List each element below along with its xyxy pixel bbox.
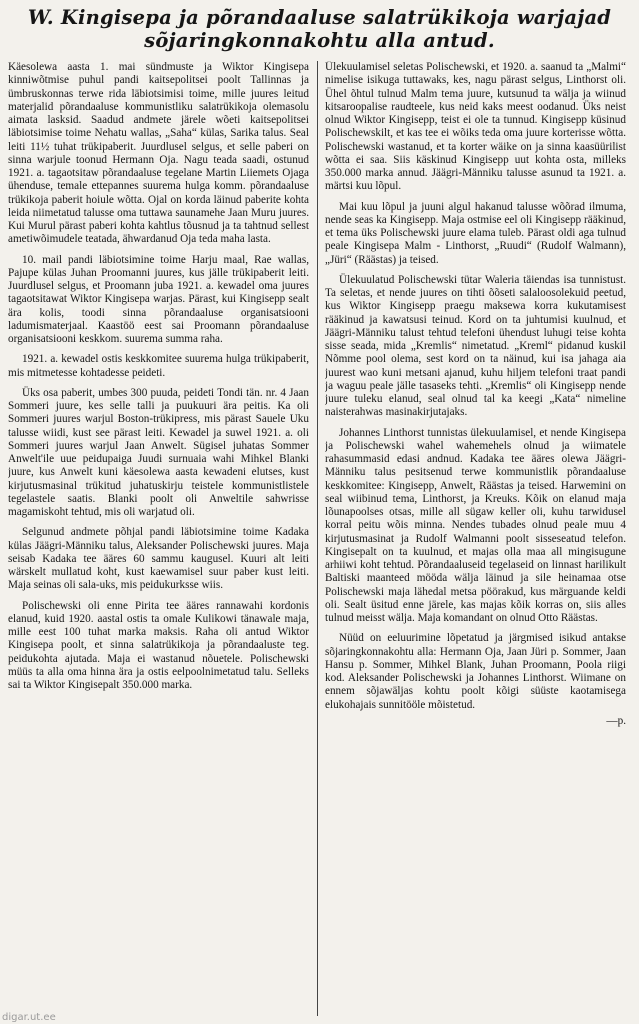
author-signature: —p.	[606, 714, 626, 727]
article-columns	[8, 61, 631, 1016]
right-paragraph-1: Ülekuulamisel seletas Polischewski, et 1920. a. saanud ta „Malmi“ nimelise isikuga tuttawaks, kes, nagu pärast selgus, Linthorst oli. Ühel õhtul tulnud Malm tema juure, kutsunud ta wälja ja wiinud kitsaroopalise raudteele, kus neid kaks meest oodanud. Üks neist olnud Wiktor Kingisepp, teist ei ole ta tunnud. Kingisepp küsinud Polischewskilt, et kas tee ei wõiks teda oma juure korterisse wõtta. Polischewski wastanud, et ta korter wäike on ja sinna kaasüürilist wõtta ei saa. Siis käskinud Kingisepp uut kohta osta, milleks 350.000 marka annud. Jäägri-Männiku talusse asunud ta 1921. a. märtsi kuu lõpul.	[325, 61, 626, 193]
right-paragraph-2: Mai kuu lõpul ja juuni algul hakanud talusse wõõrad ilmuma, nende seas ka Kingisepp. Maja ostmise eel oli Kingisepp rääkinud, et tema üks Polischewski juure elama tuleb. Pärast oldi aga tulnud peale Kingisepa Malm - Linthorst, „Ruudi“ (Rudolf Walmann), „Jüri“ (Räästas) ja teised.	[325, 200, 626, 266]
left-paragraph-3: 1921. a. kewadel ostis keskkomitee suurema hulga trükipaberit, mis mitmetesse kohtadesse peideti.	[8, 353, 309, 379]
right-paragraph-4: Johannes Linthorst tunnistas ülekuulamisel, et nende Kingisepa ja Polischewski wahel wahemehels olnud ja wiimatele rahasummasid edasi andnud. Kadaka tee ääres olewa Jäägri-Männiku talus pesitsenud terwe kommunistlik põrandaaluse keskkomitee: Kingisepp, Anwelt, Räästas ja teised. Harwemini on seal wiibinud tema, Linthorst, ja Kreuks. Kõik on elanud maja lõunapoolses otsas, mille all sügaw keller oli, kuhu tarwidusel korral peitu wõis minna. Nendes tubades olnud peale muu 4 kirjutusmasinat ja Rudolf Walmanni poolt sisseseatud telefon. Kingisepalt on ta kuulnud, et majas olla maa all mingisugune arhiiwi koht tehtud. Põrandaaluseid tegelaseid on linnast harilikult Baltiski maanteed mööda wälja läinud ja sile heinamaa otse Polischewski maja lähedal metsa pöörakud, kus märguande keldi oli. Sealt üsitud enne järele, kas majas kõik korras on, siis alles tulnud meisst wälja. Maja komandant on olnud Otto Räästas.	[325, 426, 626, 624]
right-column	[325, 61, 626, 1016]
left-column	[8, 61, 309, 1016]
left-paragraph-1: Käesolewa aasta 1. mai sündmuste ja Wiktor Kingisepa kinniwõtmise puhul pandi kaitsepolitsei poolt Tallinnas ja ümbruskonnas terwe rida läbiotsimisi toime, mille juures leitud materjalid põrandaaluse kommunistliku salatrükikoja olemasolu aimata lasksid. Saadud andmete järele wõeti kaitsepolitsei läbiotsimise toime Nehatu wallas, „Saha“ külas, Sarika talus. Seal leiti 11½ tuhat trükipaberit. Juurdlusel selgus, et selle paberi on sinna warjule toonud Hermann Oja. Nagu teada saadi, ostunud 1921. a. tagaotsitaw põrandaaluse tegelane Martin Liiemets Ojaga ühenduse, temale ettepannes suurema hulga komm. põrandaaluse trükikoja paberit hoiule wõtta. Ojal on korda läinud paberite kohta leida niimetatud talusse oma tuttawa saunamehe Jaan Muru juures. Kui Murul pärast paberi kohta kahtlus tõusnud ja ta tahtnud sellest ametiwõimudele teatada, ähwardanud Oja teda maha lasta.	[8, 61, 309, 246]
article-headline: W. Kingisepa ja põrandaaluse salatrükikoja warjajad sõjaringkonnakohtu alla antud.	[27, 6, 612, 52]
left-paragraph-2: 10. mail pandi läbiotsimine toime Harju maal, Rae wallas, Pajupe külas Juhan Proomanni juures, kus jälle trükipaberit leiti. Juurdlusel selgus, et Proomann juba 1921. a. kewadel oma juures tagaotsitawat Wiktor Kingisepa warjas. Pärast, kui Kingisepp sealt ära kolis, toodi sinna põrandaaluse organisatsiooni ladumismaterjaal. Kaastöö eest sai Proomann põrandaaluse organisatsiooni keskkom. suurema summa raha.	[8, 253, 309, 345]
source-watermark: digar.ut.ee	[2, 1012, 56, 1023]
left-paragraph-5: Selgunud andmete põhjal pandi läbiotsimine toime Kadaka külas Jäägri-Männiku talus, Aleksander Polischewski juures. Maja seisab Kadaka tee ääres 60 sammu kaugusel. Kuuri alt leiti wärskelt mullatud koht, kust kaewamisel suur paber kust leiti. Maja seinas oli sala-uks, mis peidukurksse wiis.	[8, 526, 309, 592]
right-paragraph-5: Nüüd on eeluurimine lõpetatud ja järgmised isikud antakse sõjaringkonnakohtu alla: Hermann Oja, Jaan Jüri p. Sommer, Jaan Hansu p. Sommer, Mihkel Blank, Juhan Proomann, Poola riigi kod. Aleksander Polischewski ja Johannes Linthorst. Wiimane on ennem sõjawäljas kohtu poolt kõigi süüste kaotamisega elukohajais sunnitööle mõistetud.	[325, 632, 626, 711]
column-divider	[317, 61, 318, 1016]
right-paragraph-3: Ülekuulatud Polischewski tütar Waleria täiendas isa tunnistust. Ta seletas, et nende juures on tihti õõseti salaloosolekuid peetud, kus Wiktor Kingisepp praegu maksewa korra kukutamisest rääkinud ja kawatsusi teinud. Kord on ta juhtumisi kuulnud, et Jäägri-Männiku talust tehtud telefoni ühendust luhugi teise kohta sisse seada, mida „Kremlis“ nimetatud. „Kreml“ pidanud kuskil Nõmme pool olema, sest kord on ta näinud, kui isa jahaga aia juurest wao kuni metsani ajanud, kuhu hiljem telefoni traat pandi ja waguu peale jälle tasaseks tehti. „Kremlis“ oli Kingisepp nende juure tuleku elanud, seal olnud tal ka keegi „Kata“ nimeline naisterahwas masinakirjutajaks.	[325, 273, 626, 419]
newspaper-page	[8, 6, 631, 1018]
left-paragraph-4: Üks osa paberit, umbes 300 puuda, peideti Tondi tän. nr. 4 Jaan Sommeri juure, kes selle talli ja puukuuri ära peitis. Ka oli Sommeri juures warjul Boston-trükipress, mis pärast Sauele Uku talusse wiidi, kust see pärast leiti. Kewadel ja suwel 1921. a. oli Sommeri juures warjul Jaan Anwelt. Sügisel juhatas Sommer Anwelt'ile uue peidupaiga Juudi surnuaia wahi Mihkel Blanki juure, kus Anwelt kuni käesolewa aasta kewadeni elutses, kust kirjutusmasinal trükitud juhatuskirju teistele kommunistlistele tegelastele saatis. Blanki poolt oli Anweltile sahwrisse magamiskoht tehtud, mis oli warjatud oli.	[8, 386, 309, 518]
left-paragraph-6: Polischewski oli enne Pirita tee ääres rannawahi kordonis elanud, kuid 1920. aastal ostis ta omale Kulikowi tänawale maja, mille eest 100 tuhat marka maksis. Raha oli antud Wiktor Kingisepa poolt, et sinna salatrükikoja ja põrandaaluste teg. peidukohta ajutada. Maja ei wastanud nõuetele. Polischewski müüs ta alla oma hinna ära ja ostis eelpoolnimetatud talu. Selleks sai ta Wiktor Kingisepalt 350.000 marka.	[8, 599, 309, 691]
